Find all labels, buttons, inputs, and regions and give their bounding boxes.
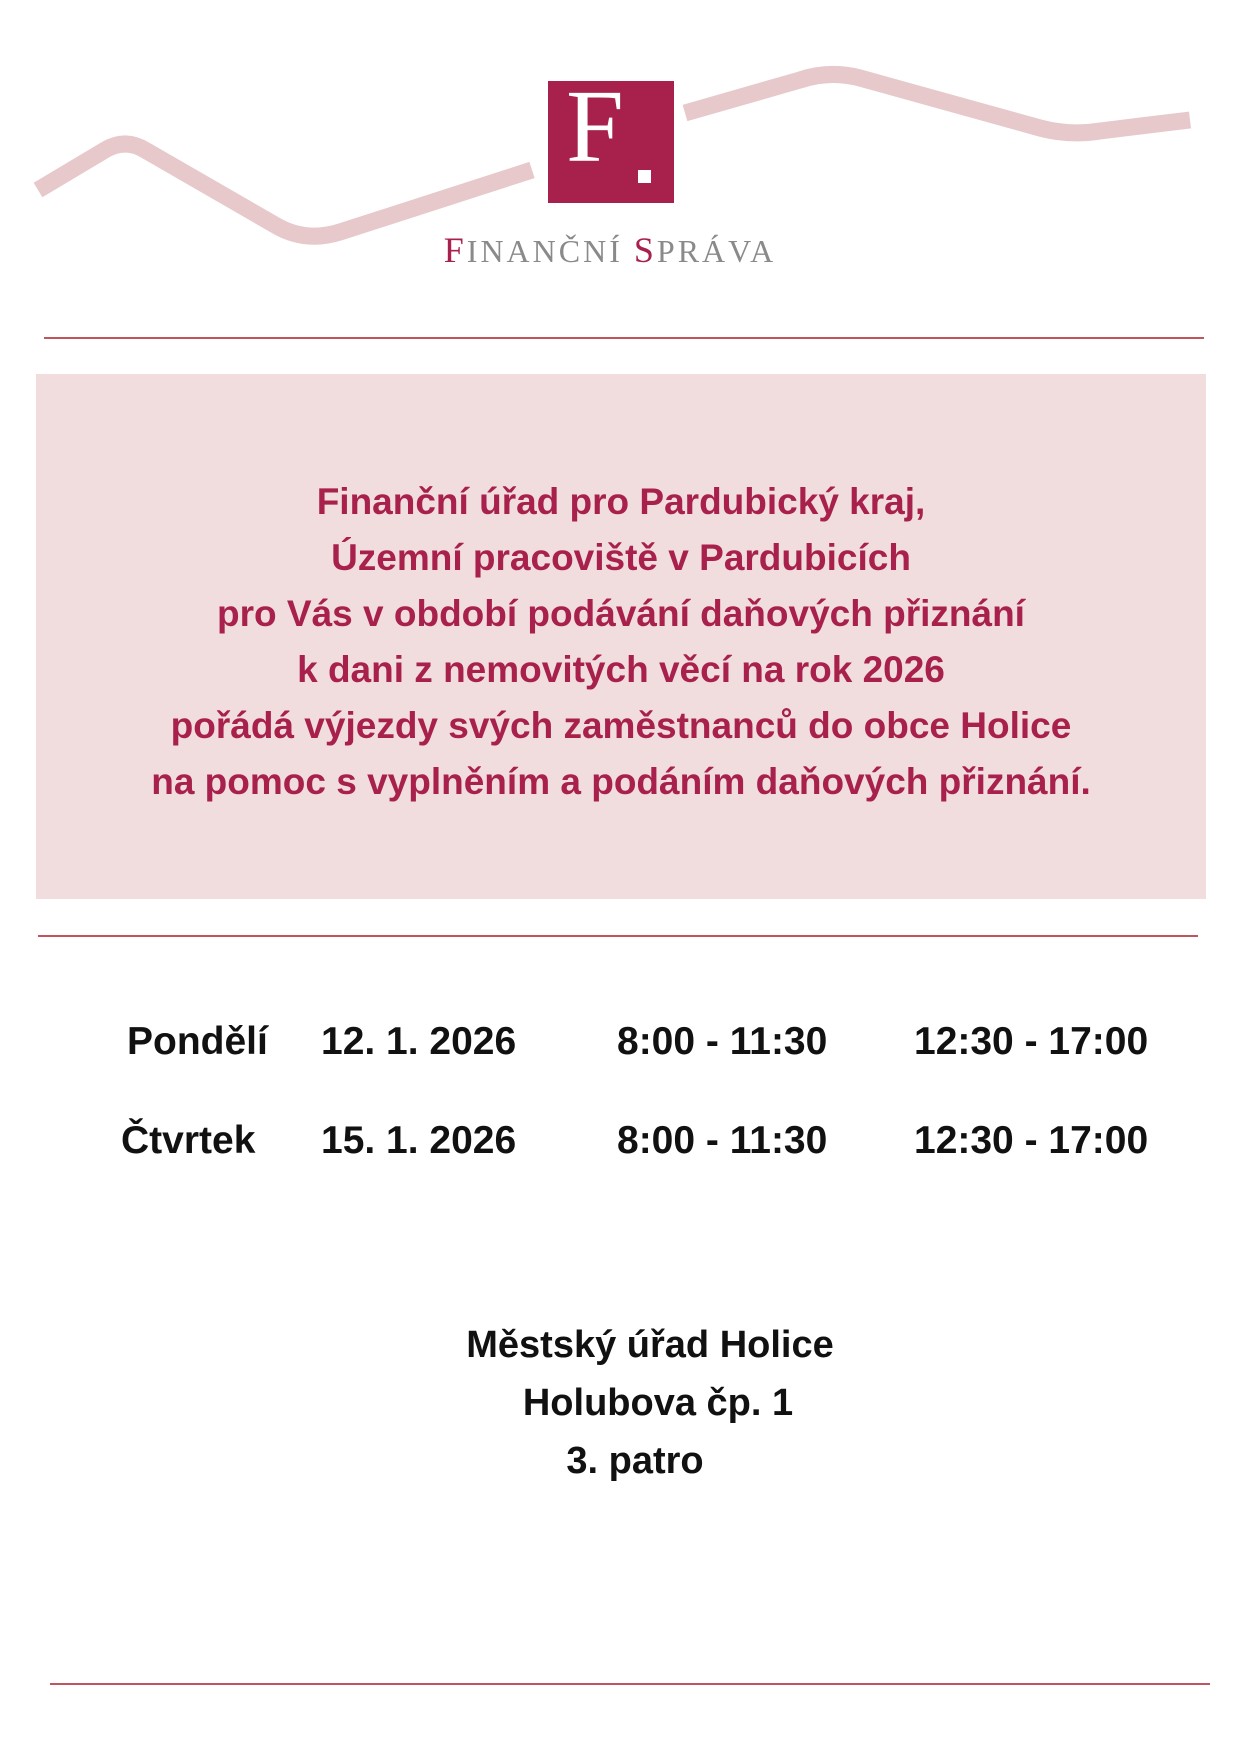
address-line: Holubova čp. 1	[522, 1382, 794, 1424]
address-line: Městský úřad Holice	[466, 1324, 834, 1366]
schedule-afternoon-hours: 12:30 - 17:00	[914, 1020, 1149, 1063]
schedule-day: Pondělí	[127, 1020, 268, 1063]
brand-name	[420, 232, 800, 268]
brand-word-2: PRÁVA	[656, 233, 777, 269]
brand-initial-f: F	[443, 230, 467, 270]
notice-text	[36, 474, 1206, 810]
brand-initial-s: S	[633, 230, 657, 270]
divider-top	[44, 337, 1204, 339]
notice-line: k dani z nemovitých věcí na rok 2026	[297, 649, 945, 690]
schedule-morning-hours: 8:00 - 11:30	[617, 1119, 828, 1162]
schedule-morning-hours: 8:00 - 11:30	[617, 1020, 828, 1063]
address-line: 3. patro	[566, 1440, 704, 1482]
schedule-row	[0, 1119, 1240, 1169]
schedule-date: 12. 1. 2026	[321, 1020, 517, 1063]
notice-line: pro Vás v období podávání daňových přiznání	[217, 593, 1025, 634]
notice-line: Územní pracoviště v Pardubicích	[331, 537, 911, 578]
notice-line: na pomoc s vyplněním a podáním daňových přiznání.	[151, 761, 1091, 802]
brand-word-1: INANČNÍ	[466, 233, 634, 269]
divider-middle	[38, 935, 1198, 937]
logo-dot	[638, 170, 651, 183]
logo-letter: F	[566, 69, 624, 184]
address-block	[320, 1316, 980, 1490]
schedule-row	[0, 1020, 1240, 1070]
logo	[548, 69, 674, 203]
notice-box	[36, 374, 1206, 899]
schedule-day: Čtvrtek	[121, 1119, 256, 1162]
schedule-date: 15. 1. 2026	[321, 1119, 517, 1162]
notice-line: Finanční úřad pro Pardubický kraj,	[316, 481, 926, 522]
notice-line: pořádá výjezdy svých zaměstnanců do obce Holice	[170, 705, 1072, 746]
schedule-afternoon-hours: 12:30 - 17:00	[914, 1119, 1149, 1162]
divider-bottom	[50, 1683, 1210, 1685]
